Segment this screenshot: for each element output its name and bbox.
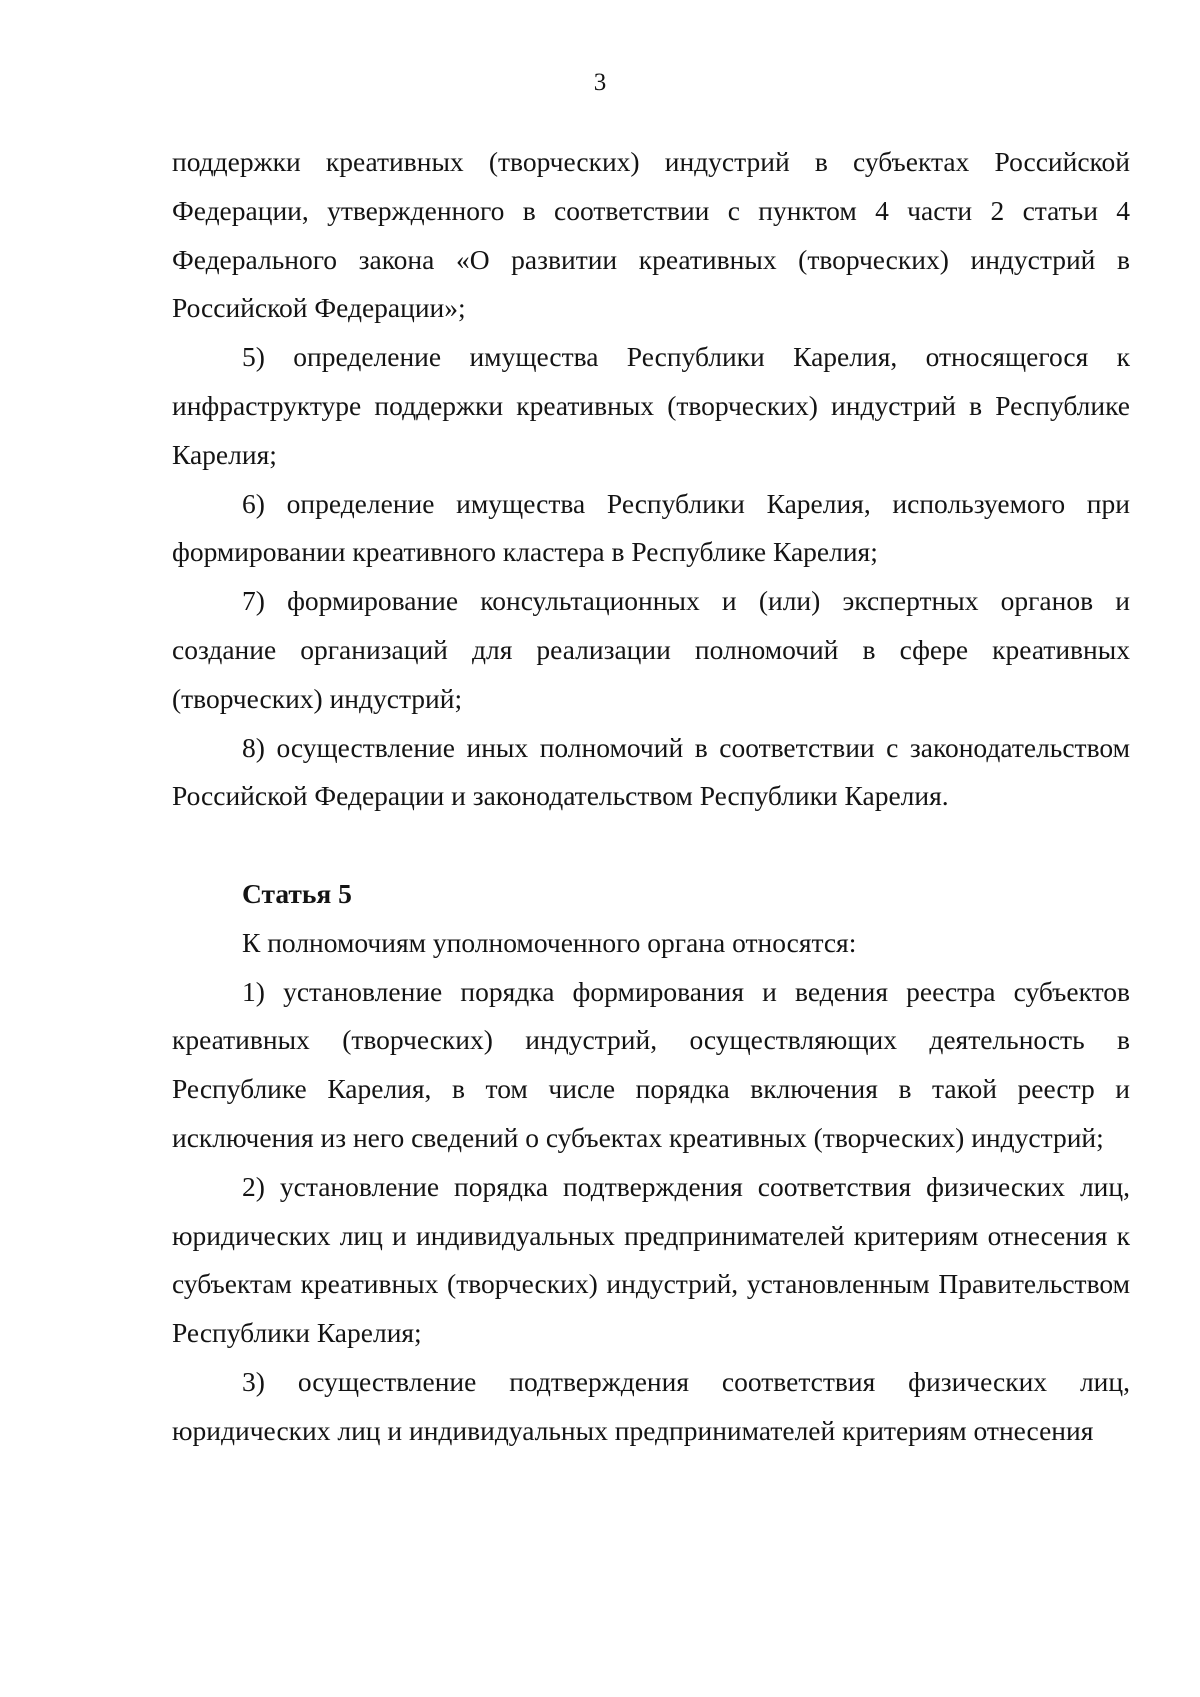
article4-item-7: 7) формирование консультационных и (или) экспертных органов и создание организаций для реализации полномочий в сфере креативных (творческих) индустрий; [172, 585, 1130, 714]
article5-item-2: 2) установление порядка подтверждения соответствия физических лиц, юридических лиц и индивидуальных предпринимателей критериям отнесения к субъектам креативных (творческих) индустрий, установленным Правительством Республики Карелия; [172, 1170, 1130, 1349]
article4-item-8: 8) осуществление иных полномочий в соответствии с законодательством Российской Федерации и законодательством Республики Карелия. [172, 731, 1130, 812]
article5-item-3: 3) осуществление подтверждения соответствия физических лиц, юридических лиц и индивидуальных предпринимателей критериям отнесения [172, 1365, 1130, 1446]
article5-intro: К полномочиям уполномоченного органа относятся: [242, 926, 857, 958]
page-number: 3 [593, 69, 607, 96]
article4-item-6: 6) определение имущества Республики Карелия, используемого при формировании креативного кластера в Республике Карелия; [172, 487, 1130, 568]
continuation-paragraph: поддержки креативных (творческих) индустрий в субъектах Российской Федерации, утвержденного в соответствии с пунктом 4 части 2 статьи 4 Федерального закона «О развитии креативных (творческих) индустрий в Российской Федерации»; [172, 146, 1130, 324]
article5-heading: Статья 5 [242, 877, 352, 909]
article4-item-5: 5) определение имущества Республики Карелия, относящегося к инфраструктуре поддержки креативных (творческих) индустрий в Республике Карелия; [172, 341, 1130, 470]
document-body [172, 138, 1130, 1456]
article5-item-1: 1) установление порядка формирования и ведения реестра субъектов креативных (творческих) индустрий, осуществляющих деятельность в Республике Карелия, в том числе порядка включения в такой реестр и исключения из него сведений о субъектах креативных (творческих) индустрий; [172, 975, 1130, 1153]
